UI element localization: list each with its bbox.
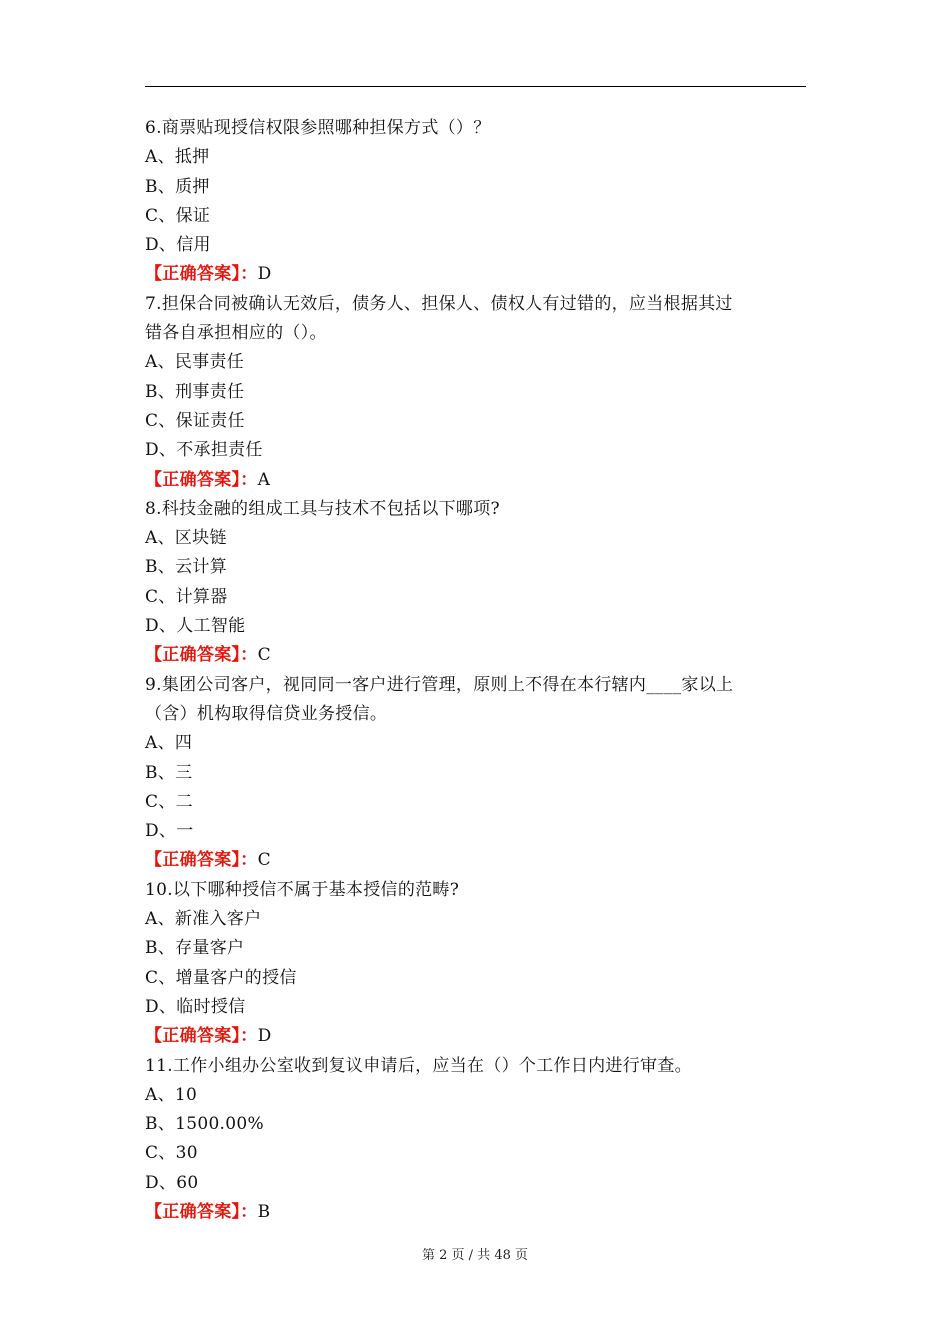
answer-option: C、二 [145,791,193,812]
correct-answer [145,260,810,289]
answer-option: C、计算器 [145,586,228,607]
question-block [145,495,810,671]
question-stem: 9.集团公司客户，视同同一客户进行管理，原则上不得在本行辖内____家以上 [145,674,734,695]
question-stem: 11.工作小组办公室收到复议申请后，应当在（）个工作日内进行审查。 [145,1055,692,1076]
answer-option: B、刑事责任 [145,381,245,402]
answer-option: A、10 [145,1084,198,1105]
question-stem: （含）机构取得信贷业务授信。 [145,703,388,724]
correct-answer [145,641,810,670]
question-block [145,114,810,290]
correct-answer-value: C [257,850,271,871]
correct-answer [145,466,810,495]
answer-option: D、信用 [145,235,211,256]
answer-option: B、云计算 [145,557,227,578]
correct-answer-label: 【正确答案】： [145,1201,258,1222]
answer-option: B、质押 [145,176,210,197]
answer-option: C、增量客户的授信 [145,967,297,988]
answer-option: C、保证责任 [145,410,245,431]
correct-answer-label: 【正确答案】： [145,645,258,666]
answer-option: D、60 [145,1172,199,1193]
answer-option: D、临时授信 [145,996,246,1017]
answer-option: B、存量客户 [145,938,245,959]
correct-answer-value: D [257,1026,272,1047]
correct-answer [145,1022,810,1051]
header-rule [145,86,806,87]
answer-option: A、四 [145,733,193,754]
answer-option: A、区块链 [145,528,227,549]
correct-answer-label: 【正确答案】： [145,850,258,871]
question-stem: 10.以下哪种授信不属于基本授信的范畴? [145,879,460,900]
answer-option: C、30 [145,1143,198,1164]
answer-option: B、1500.00% [145,1114,264,1135]
page-footer: 第 2 页 / 共 48 页 [422,1248,528,1263]
answer-option: A、抵押 [145,147,210,168]
question-stem: 7.担保合同被确认无效后，债务人、担保人、债权人有过错的，应当根据其过 [145,293,733,314]
correct-answer-label: 【正确答案】： [145,1026,258,1047]
correct-answer [145,1198,810,1227]
question-stem: 6.商票贴现授信权限参照哪种担保方式（）？ [145,118,491,138]
correct-answer-label: 【正确答案】： [145,264,258,285]
question-list [145,114,810,1227]
answer-option: A、民事责任 [145,352,245,373]
question-block [145,1052,810,1228]
answer-option: D、人工智能 [145,616,246,637]
answer-option: B、三 [145,762,193,783]
correct-answer-value: B [257,1201,271,1222]
answer-option: D、不承担责任 [145,440,263,461]
question-block [145,876,810,1052]
answer-option: D、一 [145,821,194,842]
correct-answer-value: A [257,469,271,490]
question-block [145,671,810,876]
question-stem: 8.科技金融的组成工具与技术不包括以下哪项? [145,498,500,519]
correct-answer-label: 【正确答案】： [145,469,258,490]
correct-answer-value: D [257,264,272,285]
answer-option: C、保证 [145,205,211,226]
question-stem: 错各自承担相应的（）。 [145,323,327,344]
answer-option: A、新准入客户 [145,909,262,930]
correct-answer [145,846,810,875]
correct-answer-value: C [257,645,271,666]
question-block [145,290,810,495]
